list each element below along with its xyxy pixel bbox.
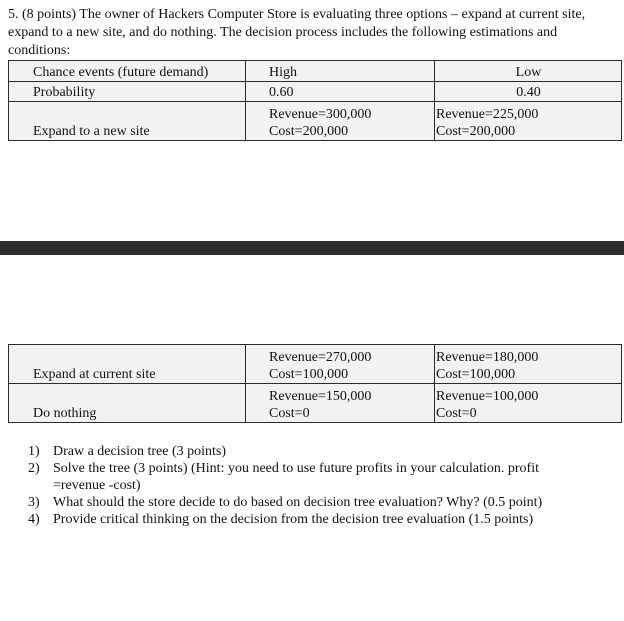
revenue-value: Revenue=150,000 [269, 389, 372, 404]
cost-value: Cost=200,000 [436, 124, 516, 139]
revenue-value: Revenue=300,000 [269, 107, 372, 122]
question-number: 2) [28, 461, 40, 476]
revenue-value: Revenue=180,000 [436, 350, 539, 365]
table-row [9, 61, 622, 82]
question-text: What should the store decide to do based on decision tree evaluation? Why? (0.5 point) [53, 495, 543, 510]
table-row [9, 384, 622, 423]
conditions-table-continued [8, 344, 622, 423]
page-divider [0, 241, 624, 255]
high-outcome [246, 102, 435, 141]
table-row [9, 102, 622, 141]
table-row [9, 345, 622, 384]
high-header: High [246, 61, 435, 82]
cost-value: Cost=100,000 [436, 367, 516, 382]
cost-value: Cost=0 [269, 406, 310, 421]
low-header: Low [435, 61, 622, 82]
list-item [28, 460, 548, 494]
option-label: Expand at current site [9, 345, 246, 384]
low-outcome [435, 384, 622, 423]
table-row [9, 82, 622, 102]
cost-value: Cost=0 [436, 406, 477, 421]
probability-low: 0.40 [435, 82, 622, 102]
revenue-value: Revenue=225,000 [436, 107, 539, 122]
list-item [28, 443, 548, 460]
high-outcome [246, 384, 435, 423]
low-outcome [435, 345, 622, 384]
chance-events-header: Chance events (future demand) [9, 61, 246, 82]
probability-label: Probability [9, 82, 246, 102]
question-number: 1) [28, 444, 40, 459]
question-list [28, 443, 548, 528]
question-text: Solve the tree (3 points) (Hint: you need to use future profits in your calculation. profit =revenue -cost) [53, 461, 539, 493]
revenue-value: Revenue=270,000 [269, 350, 372, 365]
probability-high: 0.60 [246, 82, 435, 102]
list-item [28, 511, 548, 528]
question-number: 3) [28, 495, 40, 510]
cost-value: Cost=200,000 [269, 124, 349, 139]
list-item [28, 494, 548, 511]
low-outcome [435, 102, 622, 141]
cost-value: Cost=100,000 [269, 367, 349, 382]
option-label: Do nothing [9, 384, 246, 423]
conditions-table [8, 60, 622, 141]
option-label: Expand to a new site [9, 102, 246, 141]
question-text: Provide critical thinking on the decision from the decision tree evaluation (1.5 points) [53, 512, 534, 527]
revenue-value: Revenue=100,000 [436, 389, 539, 404]
question-number: 4) [28, 512, 40, 527]
problem-intro: 5. (8 points) The owner of Hackers Computer Store is evaluating three options – expand at current site, expand to a new site, and do nothing. The decision process includes the following estimations and conditions: [8, 7, 586, 58]
question-text: Draw a decision tree (3 points) [53, 444, 226, 459]
high-outcome [246, 345, 435, 384]
